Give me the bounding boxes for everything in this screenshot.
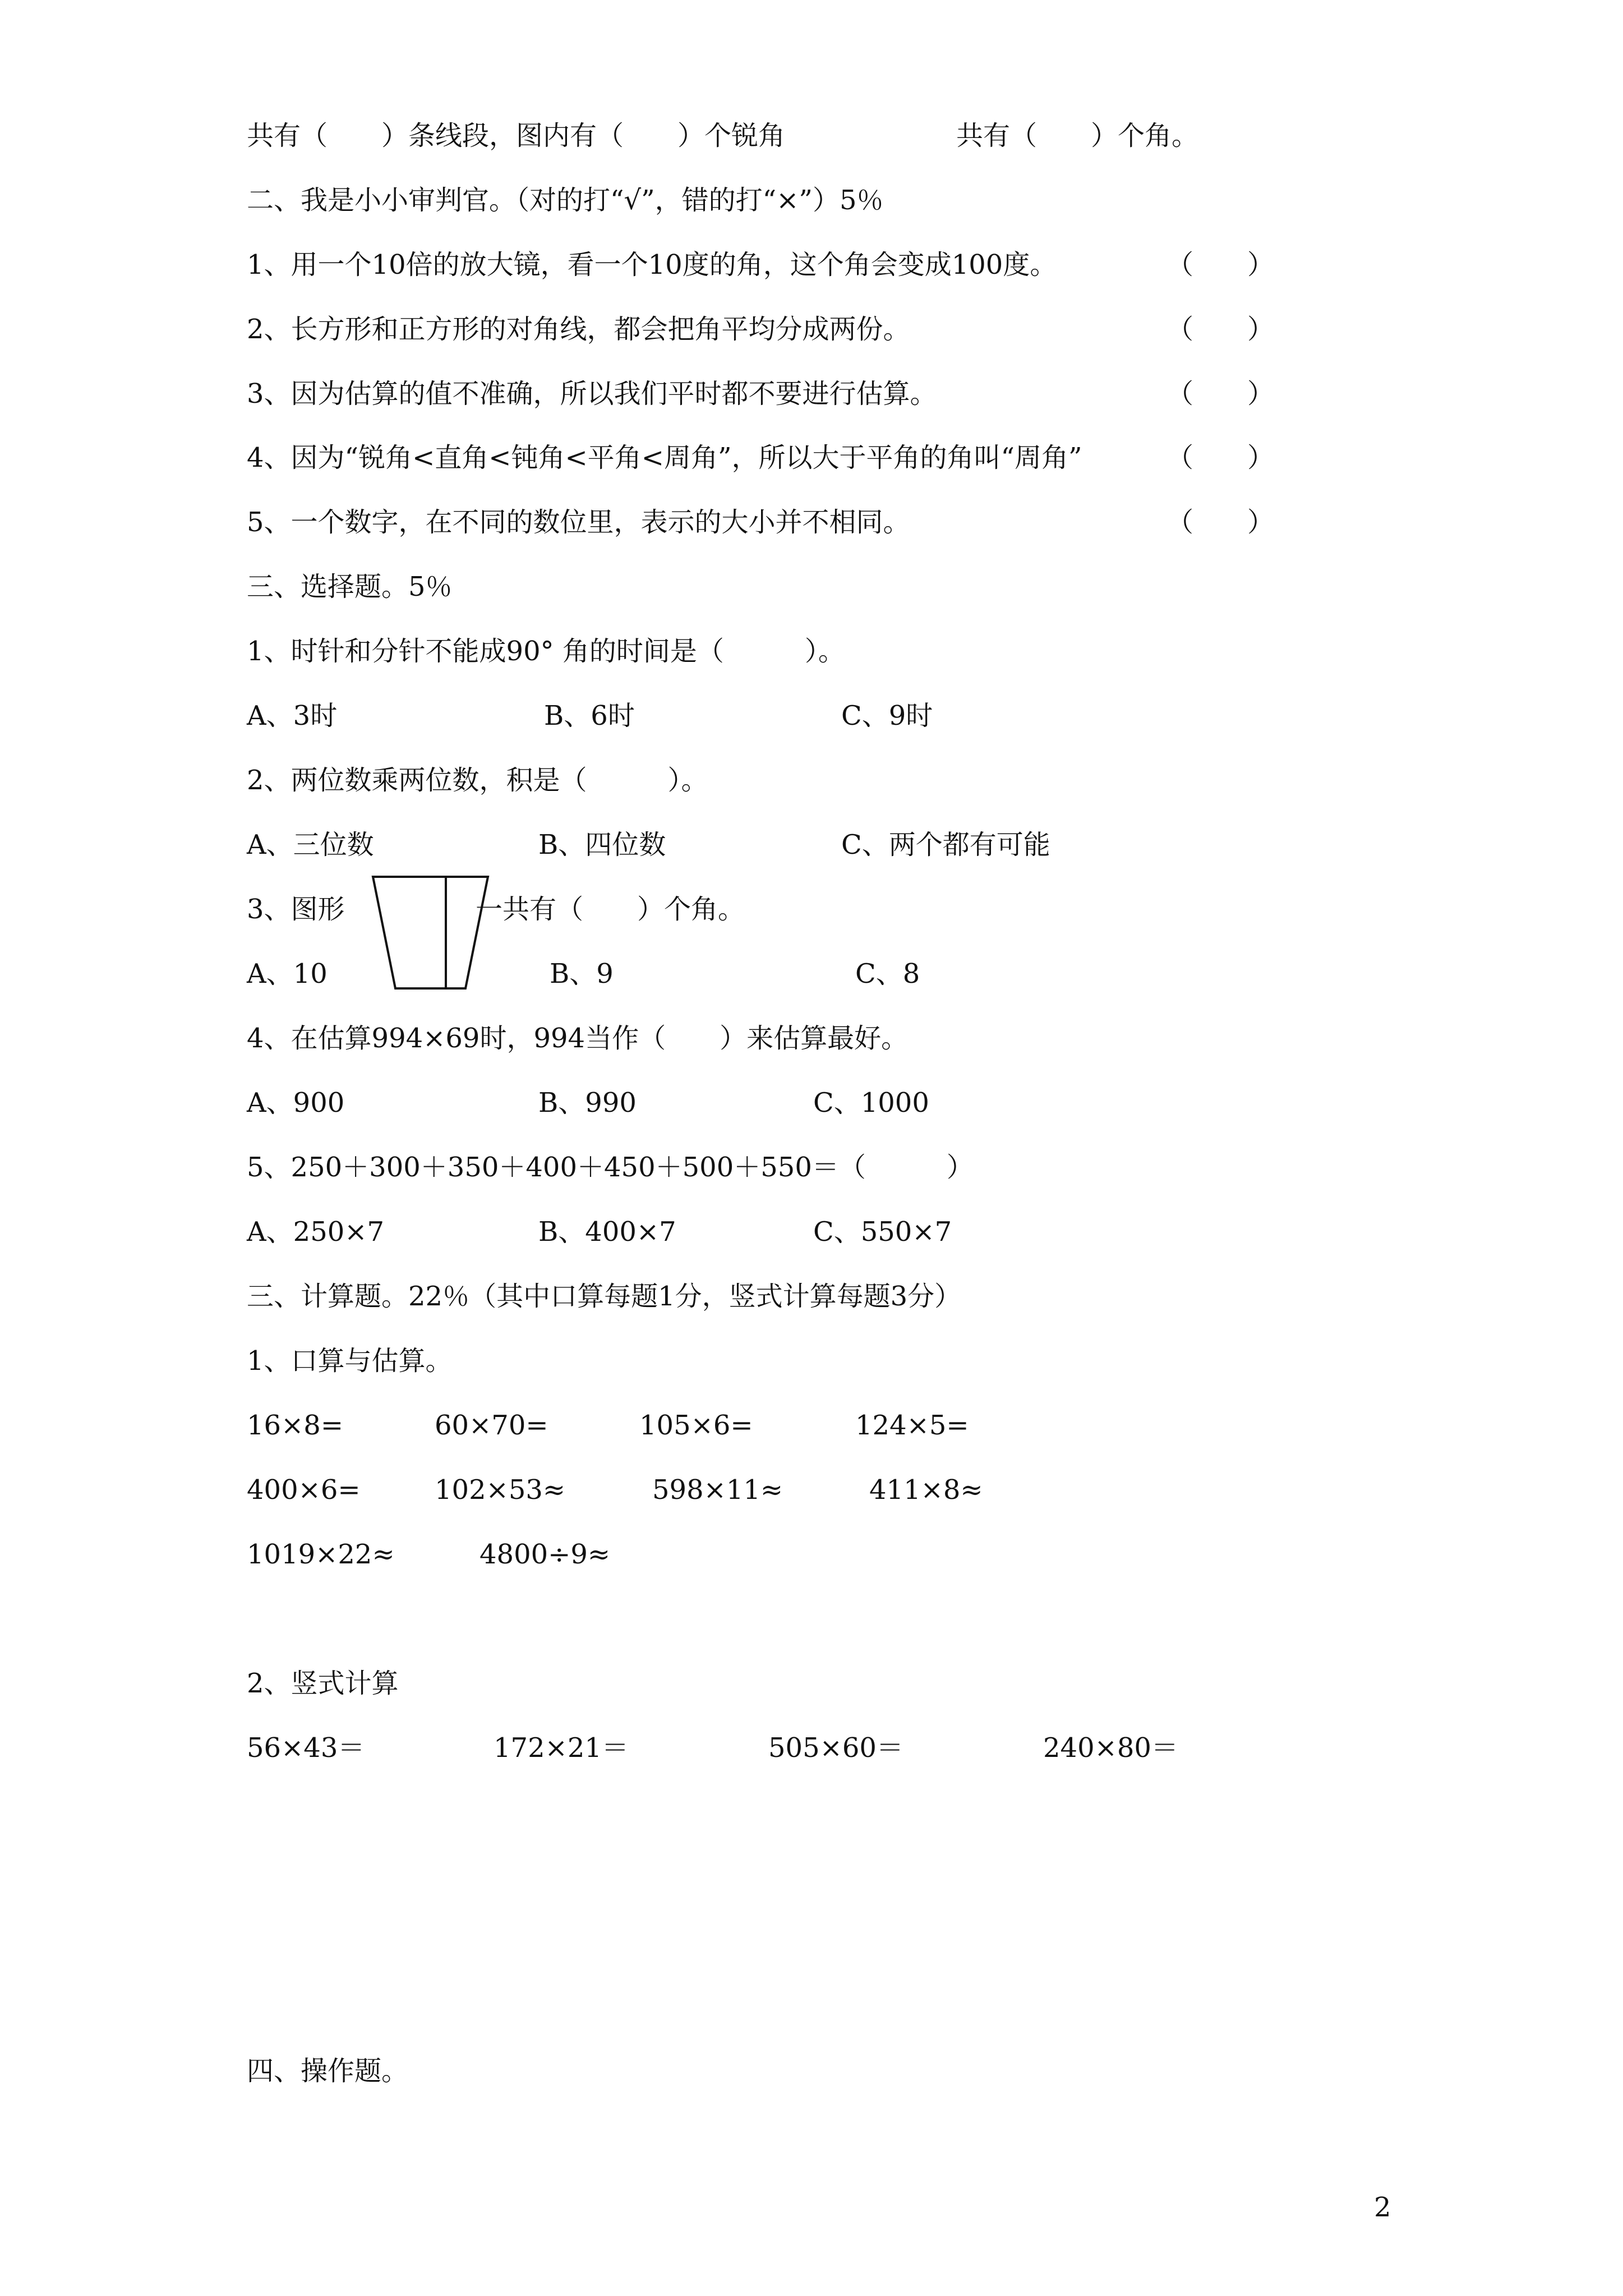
oral-item: 102×53≈ xyxy=(435,1474,566,1506)
oral-item: 400×6= xyxy=(247,1474,361,1506)
choice-q1-option-a[interactable]: A、3时 xyxy=(247,700,338,731)
choice-q2-option-b[interactable]: B、四位数 xyxy=(538,829,666,861)
oral-item: 60×70= xyxy=(435,1410,548,1441)
vertical-item: 505×60＝ xyxy=(768,1732,903,1764)
choice-q3-option-b[interactable]: B、9 xyxy=(550,958,614,990)
judge-answer-1[interactable]: （ ） xyxy=(1166,249,1275,280)
choice-q1-option-b[interactable]: B、6时 xyxy=(544,700,635,731)
oral-item: 124×5= xyxy=(855,1410,969,1441)
section-choice-title: 三、选择题。5％ xyxy=(247,571,453,602)
section-operate-title: 四、操作题。 xyxy=(247,2055,409,2087)
choice-q3-option-a[interactable]: A、10 xyxy=(247,958,328,990)
judge-answer-5[interactable]: （ ） xyxy=(1166,507,1275,538)
choice-q2-option-a[interactable]: A、三位数 xyxy=(247,829,374,861)
oral-item: 105×6= xyxy=(639,1410,753,1441)
judge-answer-3[interactable]: （ ） xyxy=(1166,378,1275,409)
vertical-item: 240×80＝ xyxy=(1043,1732,1178,1764)
judge-item-3: 3、因为估算的值不准确，所以我们平时都不要进行估算。 xyxy=(247,378,937,409)
vertical-item: 172×21＝ xyxy=(494,1732,629,1764)
oral-item: 1019×22≈ xyxy=(247,1539,395,1570)
judge-answer-2[interactable]: （ ） xyxy=(1166,314,1275,345)
choice-q4-option-c[interactable]: C、1000 xyxy=(813,1087,929,1119)
oral-item: 16×8= xyxy=(247,1410,344,1441)
choice-q5-option-b[interactable]: B、400×7 xyxy=(538,1216,676,1248)
judge-item-5: 5、一个数字，在不同的数位里，表示的大小并不相同。 xyxy=(247,507,910,538)
choice-q1-option-c[interactable]: C、9时 xyxy=(841,700,933,731)
choice-q5-option-c[interactable]: C、550×7 xyxy=(813,1216,952,1248)
trapezoid-figure xyxy=(370,875,494,993)
judge-item-1: 1、用一个10倍的放大镜，看一个10度的角，这个角会变成100度。 xyxy=(247,249,1057,280)
section-calc-title: 三、计算题。22％（其中口算每题1分，竖式计算每题3分） xyxy=(247,1281,962,1312)
choice-q3-suffix: 一共有（ ）个角。 xyxy=(476,894,745,925)
choice-q5: 5、250＋300＋350＋400＋450＋500＋550＝（ ） xyxy=(247,1152,974,1183)
vertical-item: 56×43＝ xyxy=(247,1732,365,1764)
choice-q4-option-b[interactable]: B、990 xyxy=(538,1087,637,1119)
vertical-calc-title: 2、竖式计算 xyxy=(247,1668,399,1699)
choice-q2-option-c[interactable]: C、两个都有可能 xyxy=(841,829,1050,861)
oral-item: 4800÷9≈ xyxy=(479,1539,611,1570)
choice-q1: 1、时针和分针不能成90° 角的时间是（ ）。 xyxy=(247,636,845,667)
judge-item-4: 4、因为“锐角<直角<钝角<平角<周角”，所以大于平角的角叫“周角” xyxy=(247,442,1082,473)
oral-calc-title: 1、口算与估算。 xyxy=(247,1345,453,1377)
judge-answer-4[interactable]: （ ） xyxy=(1166,442,1275,473)
oral-item: 411×8≈ xyxy=(869,1474,983,1506)
fill-blank-angles: 共有（ ）个角。 xyxy=(956,120,1199,151)
choice-q5-option-a[interactable]: A、250×7 xyxy=(247,1216,385,1248)
choice-q4: 4、在估算994×69时，994当作（ ）来估算最好。 xyxy=(247,1023,909,1054)
fill-blank-segments: 共有（ ）条线段，图内有（ ）个锐角 xyxy=(247,120,786,151)
choice-q3-prefix: 3、图形 xyxy=(247,894,345,925)
choice-q4-option-a[interactable]: A、900 xyxy=(247,1087,345,1119)
choice-q3-option-c[interactable]: C、8 xyxy=(855,958,920,990)
page-number: 2 xyxy=(1374,2192,1391,2223)
choice-q2: 2、两位数乘两位数，积是（ ）。 xyxy=(247,765,708,796)
oral-item: 598×11≈ xyxy=(652,1474,783,1506)
judge-item-2: 2、长方形和正方形的对角线，都会把角平均分成两份。 xyxy=(247,314,910,345)
section-judge-title: 二、我是小小审判官。（对的打“√”，错的打“×”）5％ xyxy=(247,185,884,216)
